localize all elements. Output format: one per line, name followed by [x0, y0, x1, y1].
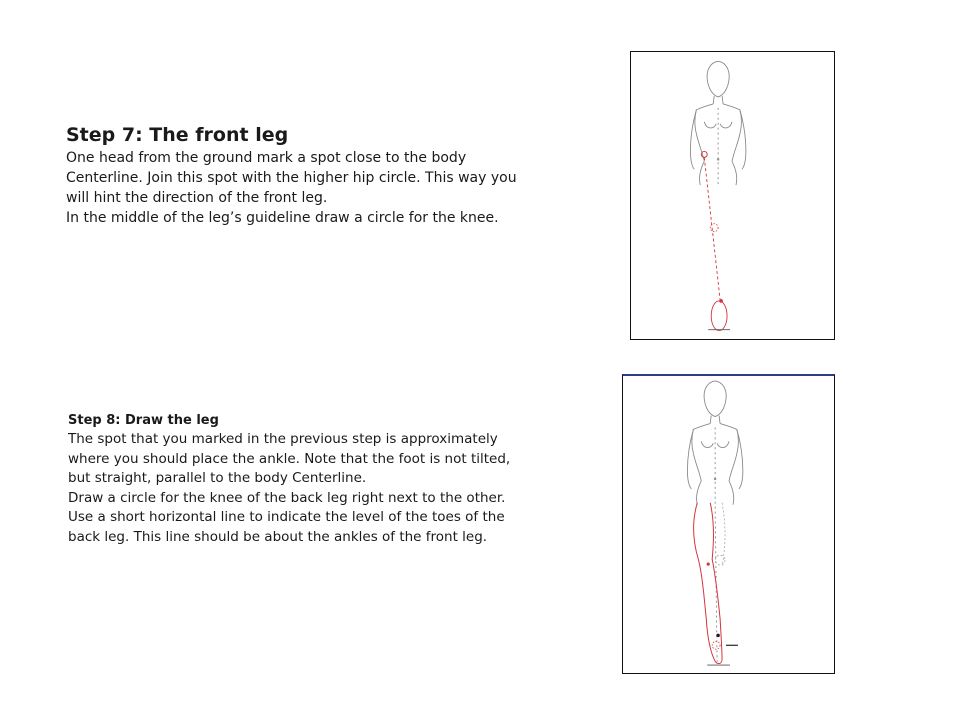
step-7-illustration [630, 51, 835, 340]
step-8-illustration [622, 374, 835, 674]
step-8-title: Step 8: Draw the leg [68, 413, 219, 428]
step-7-paragraph-2: In the middle of the leg’s guideline draw a circle for the knee. [66, 210, 499, 226]
step-8-figure-drawing [623, 376, 834, 673]
step-8-paragraph-2: Draw a circle for the knee of the back leg right next to the other. [68, 489, 506, 506]
step-8-paragraph-1: The spot that you marked in the previous step is approximately where you should place the ankle. Note that the foot is not tilted, but straight, parallel to the body Centerline. [68, 431, 511, 486]
figure-sketch-body [690, 61, 745, 186]
figure-sketch-body [687, 381, 742, 663]
step-8-paragraph-3: Use a short horizontal line to indicate the level of the toes of the back leg. This line should be about the ankles of the front leg. [68, 509, 505, 545]
front-leg-guideline [704, 157, 727, 330]
knee-spot-marker [707, 563, 710, 566]
foot-oval-marker [711, 301, 727, 331]
knee-circle-marker [710, 224, 718, 232]
front-leg-outline [694, 503, 722, 664]
back-leg-guide [715, 503, 725, 566]
step-7-figure-drawing [631, 52, 834, 339]
step-8-section [68, 411, 528, 547]
ankle-spot-marker [716, 634, 720, 638]
ankle-circle-marker [712, 641, 720, 649]
step-7-section [66, 122, 536, 228]
step-7-paragraph-1: One head from the ground mark a spot close to the body Centerline. Join this spot with the higher hip circle. This way you will hint the direction of the front leg. [66, 150, 517, 206]
step-7-title: Step 7: The front leg [66, 124, 289, 146]
